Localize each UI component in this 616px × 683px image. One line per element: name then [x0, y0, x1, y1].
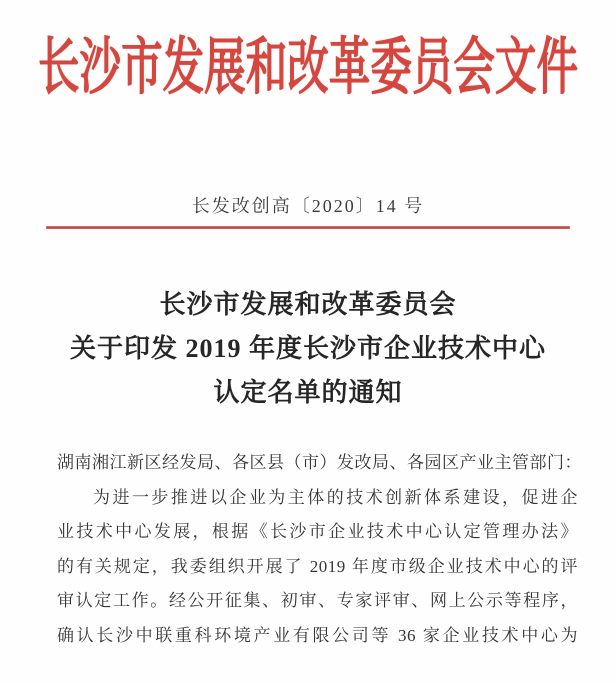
body-salutation: 湖南湘江新区经发局、各区县（市）发改局、各园区产业主管部门：	[57, 453, 582, 472]
document-reference-number: 长发改创高〔2020〕14 号	[191, 196, 425, 216]
body-line: 业技术中心发展，根据《长沙市企业技术中心认定管理办法》	[57, 522, 578, 541]
body-line: 为进一步推进以企业为主体的技术创新体系建设，促进企	[93, 487, 578, 507]
document-title-line-1: 长沙市发展和改革委员会	[159, 290, 457, 319]
document-title-line-3: 认定名单的通知	[213, 378, 403, 407]
document-body	[57, 446, 582, 653]
body-line: 确认长沙中联重科环境产业有限公司等 36 家企业技术中心为	[57, 625, 578, 645]
letterhead-banner	[0, 30, 616, 106]
letterhead-title: 长沙市发展和改革委员会文件	[37, 33, 579, 102]
red-divider-rule	[46, 226, 570, 229]
document-title	[0, 283, 616, 415]
document-title-line-2: 关于印发 2019 年度长沙市企业技术中心	[69, 334, 546, 363]
body-line: 审认定工作。经公开征集、初审、专家评审、网上公示等程序，	[57, 591, 578, 610]
body-line: 的有关规定，我委组织开展了 2019 年度市级企业技术中心的评	[57, 556, 578, 576]
